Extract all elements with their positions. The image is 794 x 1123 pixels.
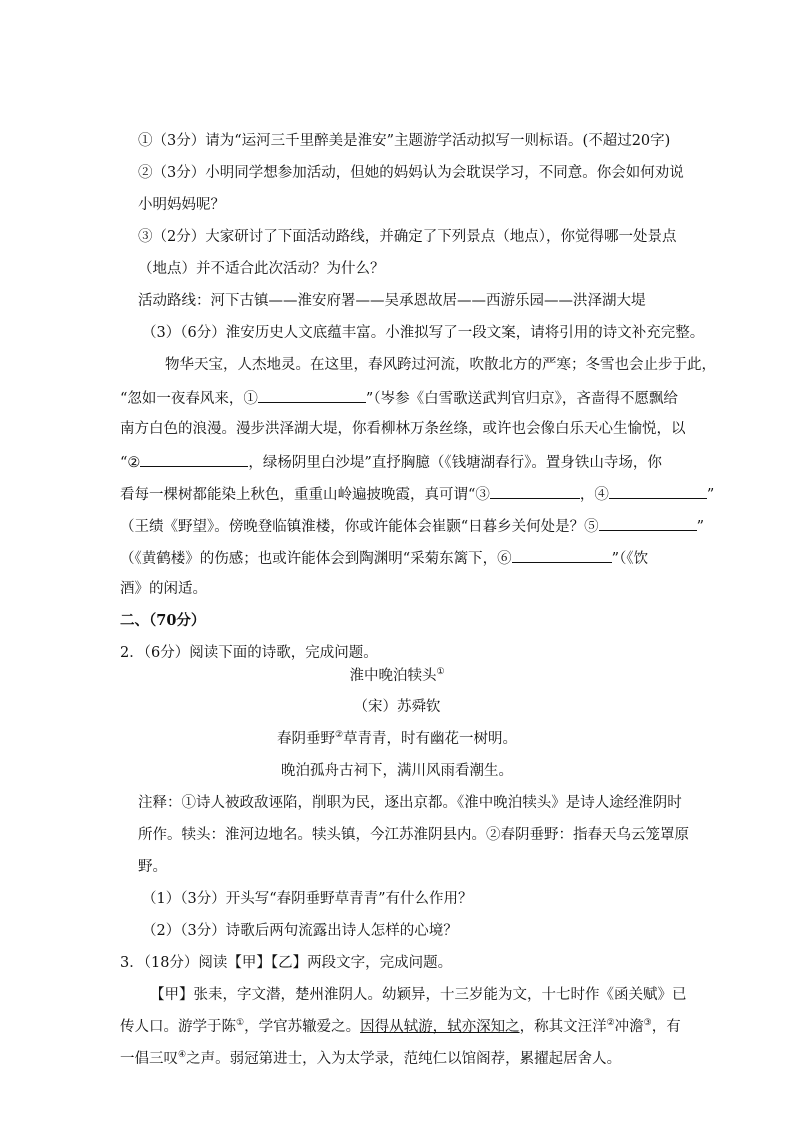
poem-notes-line3: 野。: [138, 859, 167, 875]
question-1-3-line2: （地点）并不适合此次活动？为什么？: [138, 261, 385, 277]
blank-4[interactable]: [609, 483, 707, 499]
question-3-header: 3．（18分）阅读【甲】【乙】两段文字，完成问题。: [120, 955, 453, 971]
activity-route: 活动路线：河下古镇——淮安府署——吴承恩故居——西游乐园——洪泽湖大堤: [138, 293, 646, 309]
question-3-prompt: （3）（6分）淮安历史人文底蕴丰富。小淮拟写了一段文案，请将引用的诗文补充完整。: [142, 325, 705, 341]
blank-2[interactable]: [140, 451, 248, 467]
question-2-prompt: 2．（6分）阅读下面的诗歌，完成问题。: [120, 645, 378, 661]
poem-notes-line1: 注释：①诗人被政敌诬陷，削职为民，逐出京都。《淮中晚泊犊头》是诗人途经淮阴时: [138, 795, 682, 811]
passage-line-7: （《黄鹤楼》的伤感；也或许能体会到陶渊明“采菊东篱下，⑥ ”（《饮: [120, 547, 648, 569]
question-2-2: （2）（3分）诗歌后两句流露出诗人怎样的心境？: [142, 923, 458, 939]
underlined-sentence: 因得从轼游，轼亦深知之: [360, 1019, 520, 1035]
passage-line-3: 南方白色的浪漫。漫步洪泽湖大堤，你看柳林万条丝绦，或许也会像白乐天心生愉悦，以: [120, 421, 686, 437]
passage-line-5: 看每一棵树都能染上秋色，重重山岭遍披晚霞，真可谓“③ ，④ ”: [120, 483, 714, 505]
passage-line-4: “② ，绿杨阴里白沙堤”直抒胸臆（《钱塘湖春行》。置身铁山寺场，你: [120, 451, 662, 473]
passage-line-8: 酒》的闲适。: [120, 581, 207, 597]
blank-1[interactable]: [258, 387, 366, 403]
question-1-1: ①（3分）请为“运河三千里醉美是淮安”主题游学活动拟写一则标语。(不超过20字): [138, 133, 671, 149]
blank-5[interactable]: [599, 515, 697, 531]
poem-line-2: 晚泊孤舟古祠下，满川风雨看潮生。: [281, 763, 513, 779]
question-2-1: （1）（3分）开头写“春阴垂野草青青”有什么作用？: [142, 891, 473, 907]
poem-line-1: 春阴垂野②草青青，时有幽花一树明。: [276, 730, 518, 747]
blank-6[interactable]: [512, 547, 612, 563]
passage-line-2: “忽如一夜春风来，① ”（岑参《白雪歌送武判官归京》，吝啬得不愿飘给: [120, 387, 678, 409]
classical-text-line3: 一倡三叹④之声。弱冠第进士，入为太学录，范纯仁以馆阁荐，累擢起居舍人。: [120, 1050, 622, 1067]
passage-line-6: （王绩《野望》。傍晚登临镇淮楼，你或许能体会崔颢“日暮乡关何处是？⑤ ”: [120, 515, 704, 537]
passage-line-1: 物华天宝，人杰地灵。在这里，春风跨过河流，吹散北方的严寒；冬雪也会止步于此，: [165, 357, 716, 373]
blank-3[interactable]: [490, 483, 580, 499]
poem-author: （宋）苏舜钦: [353, 699, 441, 715]
question-1-2-line1: ②（3分）小明同学想参加活动，但她的妈妈认为会耽误学习，不同意。你会如何劝说: [138, 165, 684, 181]
poem-notes-line2: 所作。犊头：淮河边地名。犊头镇，今江苏淮阴县内。②春阴垂野：指春天乌云笼罩原: [138, 827, 689, 843]
question-1-2-line2: 小明妈妈呢？: [138, 197, 225, 213]
classical-text-line1: 【甲】张耒，字文潜，楚州淮阴人。幼颖异，十三岁能为文，十七时作《函关赋》已: [150, 987, 687, 1003]
question-1-3-line1: ③（2分）大家研讨了下面活动路线，并确定了下列景点（地点），你觉得哪一处景点: [138, 229, 677, 245]
section-two-heading: 二、（70分）: [120, 612, 206, 629]
classical-text-line2: 传人口。游学于陈①，学官苏辙爱之。因得从轼游，轼亦深知之，称其文汪洋②冲澹③，有: [120, 1018, 681, 1035]
poem-title: 淮中晚泊犊头①: [349, 667, 445, 684]
